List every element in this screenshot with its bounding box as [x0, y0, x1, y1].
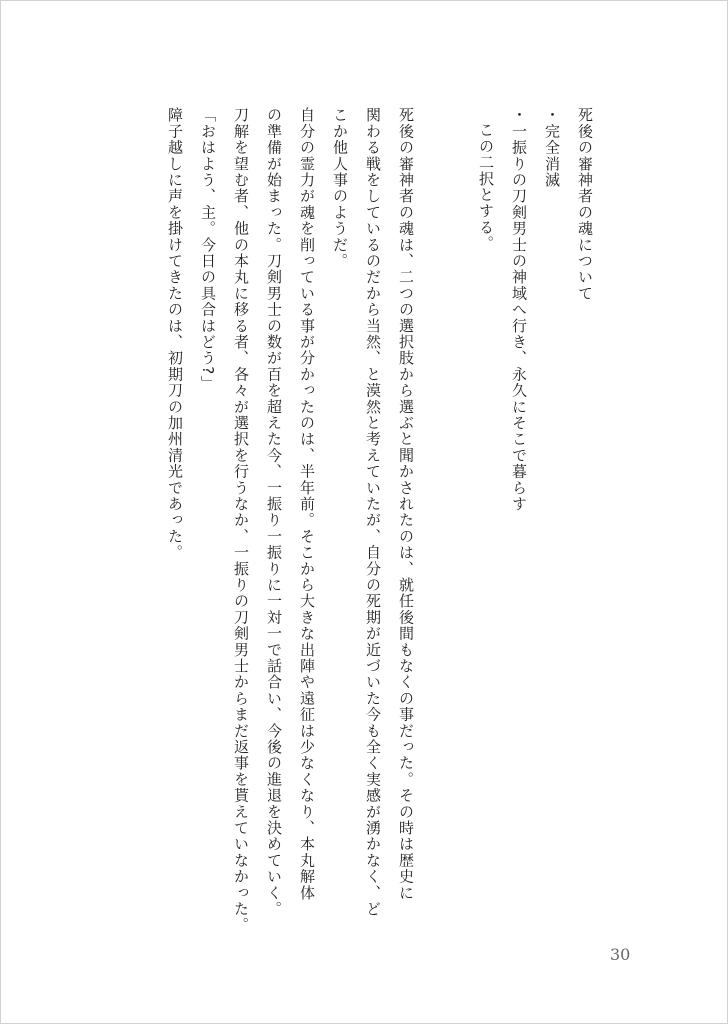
option-continuation: この二択とする。	[477, 122, 495, 252]
blank-line	[436, 107, 469, 927]
page-number: 30	[610, 945, 631, 964]
paragraph-line: 死後の審神者の魂は、二つの選択肢から選ぶと聞かされたのは、就任後間もなくの事だった。その時は歴史に	[397, 107, 415, 901]
option-complete-extinction: ・完全消滅	[543, 107, 561, 188]
paragraph-line: 刀解を望む者、他の本丸に移る者、各々が選択を行うなか、一振りの刀剣男士からまだ返事を貰えていなかった。	[232, 107, 250, 934]
dialogue-line: 「おはよう、主。今日の具合はどう?」	[199, 107, 217, 392]
paragraph-line: の準備が始まった。刀剣男士の数が百を超えた今、一振り一振りに一対一で話合い、今後の進退を決めていく。	[265, 107, 283, 917]
option-divine-realm: ・一振りの刀剣男士の神域へ行き、永久にそこで暮らす	[510, 107, 528, 512]
paragraph-line: 障子越しに声を掛けてきたのは、初期刀の加州清光であった。	[166, 107, 184, 561]
paragraph-line: こか他人事のようだ。	[331, 107, 349, 269]
blank-line	[422, 107, 436, 927]
paragraph-line: 自分の霊力が魂を削っている事が分かったのは、半年前。そこから大きな出陣や遠征は少なくなり、本丸解体	[298, 107, 316, 901]
paragraph-line: 関わる戦をしているのだから当然、と漠然と考えていたが、自分の死期が近づいた今も全く実感が湧かなく、ど	[364, 107, 382, 917]
vertical-body-text	[158, 107, 601, 934]
section-heading: 死後の審神者の魂について	[576, 107, 594, 302]
